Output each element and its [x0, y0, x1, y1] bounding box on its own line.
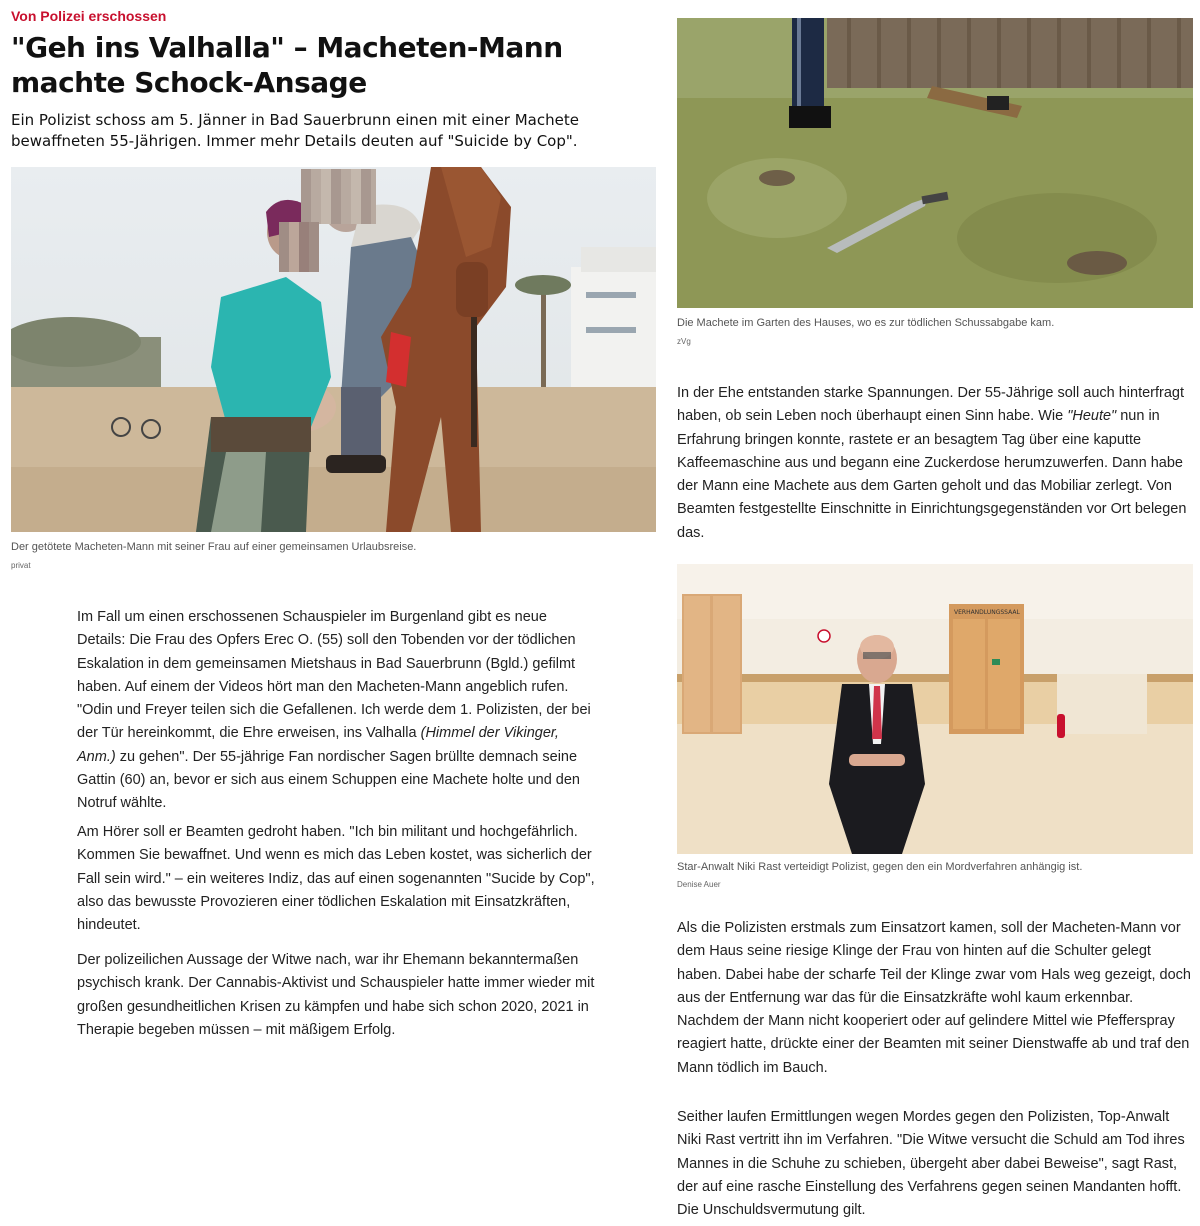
body-left-paragraph-1-italic: (Himmel der Vikinger, Anm.) — [77, 725, 559, 765]
face-blur-man — [301, 169, 376, 224]
body-right-paragraph-2: Als die Polizisten erstmals zum Einsatzort kamen, soll der Macheten-Mann vor dem Haus seine riesige Klinge der Frau von hinten auf die Schulter gelegt haben. Dabei habe der scharfe Teil der Klinge zwar vom Hals weg gezeigt, doch aus der Entfernung war das für die Einsatzkräfte wohl kaum erkennbar. Nachdem der Mann nicht kooperiert oder auf gelindere Mittel wie Pfefferspray reagiert hatte, drückte einer der Beamten mit seiner Dienstwaffe ab und traf den Mann tödlich im Bauch. — [677, 920, 1191, 1076]
body-right-paragraph-3: Seither laufen Ermittlungen wegen Mordes gegen den Polizisten, Top-Anwalt Niki Rast vertritt ihn im Verfahren. "Die Witwe versucht die Schuld am Tod ihres Mannes in die Schuhe zu schieben, übergeht aber dabei Beweise", sagt Rast, der auf eine rasche Einstellung des Verfahrens gegen seinen Mandanten hofft. Die Unschuldsvermutung gilt. — [677, 1109, 1185, 1219]
horse-photo[interactable] — [11, 167, 656, 532]
horse-photo-caption: Der getötete Macheten-Mann mit seiner Frau auf einer gemeinsamen Urlaubsreise. — [11, 541, 417, 553]
machete-photo-image — [677, 18, 1193, 308]
courtroom-sign: VERHANDLUNGSSAAL — [954, 609, 1020, 616]
face-blur-woman — [279, 222, 319, 272]
machete-photo[interactable] — [677, 18, 1193, 308]
body-right-paragraph-1-italic: "Heute" — [1067, 408, 1117, 425]
body-left-paragraph-3: Der polizeilichen Aussage der Witwe nach, war ihr Ehemann bekanntermaßen psychisch krank. Der Cannabis-Aktivist und Schauspieler hatte immer wieder mit großen gesundheitlichen Krisen zu kämpfen und habe sich schon 2020, 2021 in Therapie begeben müssen – mit mäßigem Erfolg. — [77, 952, 595, 1038]
article-headline: "Geh ins Valhalla" – Macheten-Mann machte Schock-Ansage — [11, 31, 563, 99]
machete-photo-credit: zVg — [677, 337, 691, 346]
lawyer-photo-image — [677, 564, 1193, 854]
article-kicker: Von Polizei erschossen — [11, 8, 167, 24]
body-right-paragraph-1: In der Ehe entstanden starke Spannungen. Der 55-Jährige soll auch hinterfragt haben, ob sein Leben noch überhaupt einen Sinn habe. Wie "Heute" nun in Erfahrung bringen konnte, rastete er an besagtem Tag über eine kaputte Kaffeemaschine aus und begann eine Zuckerdose herumzuwerfen. Dann habe der Mann eine Machete aus dem Garten geholt und das Mobiliar zerlegt. Von Beamten festgestellte Einschnitte in Einrichtungsgegenständen vor Ort belegen das. — [677, 385, 1187, 541]
article-lead: Ein Polizist schoss am 5. Jänner in Bad Sauerbrunn einen mit einer Machete bewaffneten 55-Jährigen. Immer mehr Details deuten auf "Suicide by Cop". — [11, 111, 579, 150]
lawyer-photo[interactable] — [677, 564, 1193, 854]
machete-photo-caption: Die Machete im Garten des Hauses, wo es zur tödlichen Schussabgabe kam. — [677, 317, 1055, 329]
horse-photo-credit: privat — [11, 561, 31, 570]
body-left-paragraph-2: Am Hörer soll er Beamten gedroht haben. "Ich bin militant und hochgefährlich. Kommen Sie bewaffnet. Und wenn es mich das Leben kostet, was sicherlich der Fall sein wird." – ein weiteres Indiz, das auf einen sogenannten "Sucide by Cop", also das bewusste Provozieren einer tödlichen Eskalation mit Einsatzkräften, hindeutet. — [77, 824, 595, 934]
body-left-paragraph-1: Im Fall um einen erschossenen Schauspieler im Burgenland gibt es neue Details: Die Frau des Opfers Erec O. (55) soll den Tobenden vor der tödlichen Eskalation in dem gemeinsamen Mietshaus in Bad Sauerbrunn (Bgld.) gefilmt haben. Auf einem der Videos hört man den Macheten-Mann angeblich rufen. "Odin und Freyer teilen sich die Gefallenen. Ich werde dem 1. Polizisten, der bei der Tür hereinkommt, die Ehre erweisen, ins Valhalla (Himmel der Vikinger, Anm.) zu gehen". Der 55-jährige Fan nordischer Sagen brüllte demnach seine Gattin (60) an, bevor er sich aus einem Schuppen eine Machete holte und den Notruf wählte. — [77, 609, 591, 812]
lawyer-photo-caption: Star-Anwalt Niki Rast verteidigt Polizist, gegen den ein Mordverfahren anhängig ist. — [677, 861, 1083, 873]
lawyer-photo-credit: Denise Auer — [677, 880, 721, 889]
